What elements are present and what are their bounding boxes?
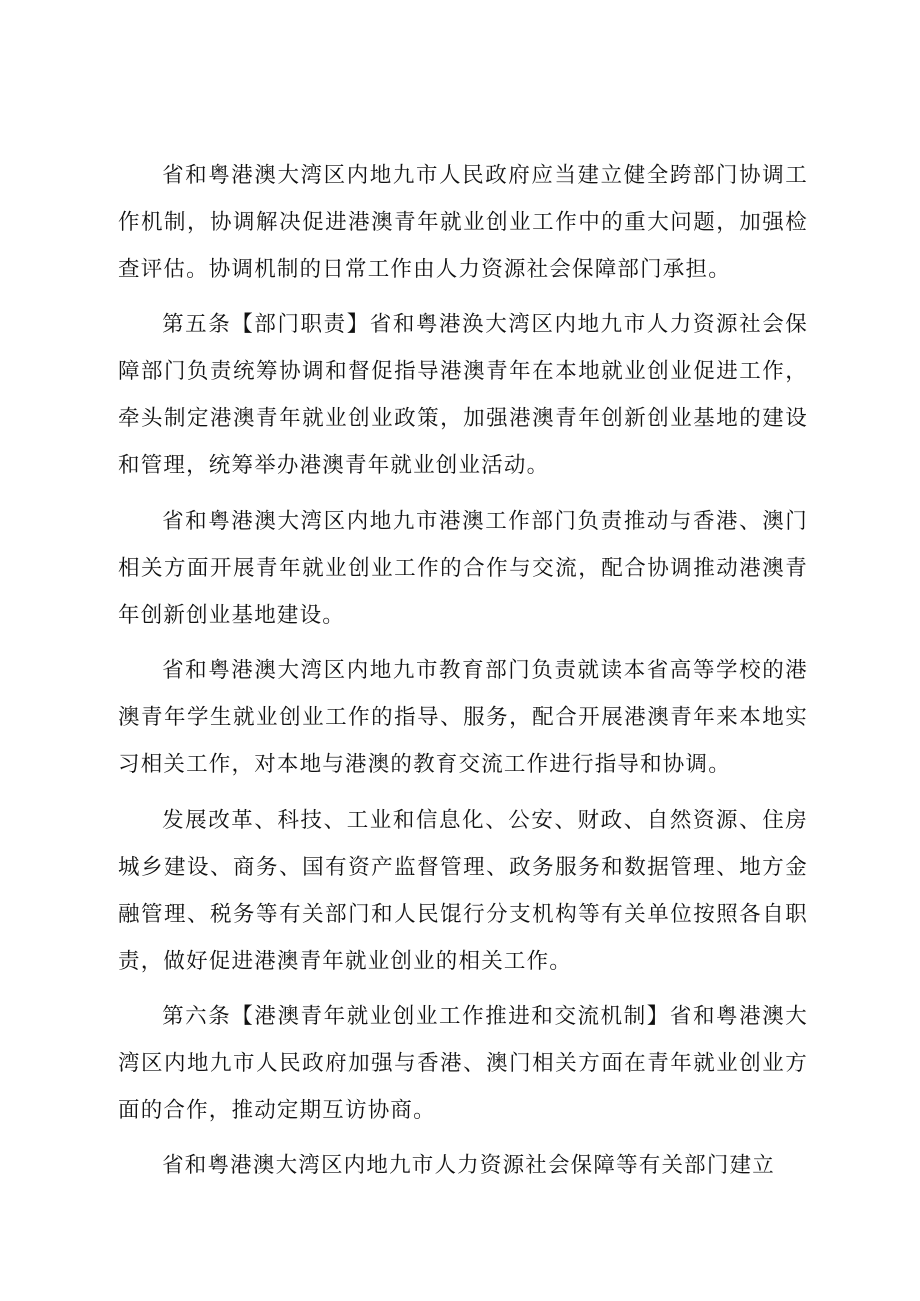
paragraph-hk-macao-affairs-department: 省和粤港澳大湾区内地九市港澳工作部门负责推动与香港、澳门相关方面开展青年就业创业工作的合作与交流，配合协调推动港澳青年创新创业基地建设。 — [118, 508, 808, 628]
paragraph-hr-departments-establish: 省和粤港澳大湾区内地九市人力资源社会保障等有关部门建立 — [162, 1153, 775, 1179]
paragraph-article-6-exchange-mechanism: 第六条【港澳青年就业创业工作推进和交流机制】省和粤港澳大湾区内地九市人民政府加强与香港、澳门相关方面在青年就业创业方面的合作，推动定期互访协商。 — [118, 1003, 808, 1123]
paragraph-education-department: 省和粤港澳大湾区内地九市教育部门负责就读本省高等学校的港澳青年学生就业创业工作的指导、服务，配合开展港澳青年来本地实习相关工作，对本地与港澳的教育交流工作进行指导和协调。 — [118, 658, 808, 778]
paragraph-coordination-mechanism: 省和粤港澳大湾区内地九市人民政府应当建立健全跨部门协调工作机制，协调解决促进港澳青年就业创业工作中的重大问题，加强检查评估。协调机制的日常工作由人力资源社会保障部门承担。 — [118, 163, 808, 282]
document-body — [118, 152, 808, 1198]
paragraph-article-5-department-duties: 第五条【部门职责】省和粤港涣大湾区内地九市人力资源社会保障部门负责统筹协调和督促指导港澳青年在本地就业创业促进工作，牵头制定港澳青年就业创业政策，加强港澳青年创新创业基地的建设和管理，统筹举办港澳青年就业创业活动。 — [118, 312, 808, 479]
paragraph-other-departments: 发展改革、科技、工业和信息化、公安、财政、自然资源、住房城乡建设、商务、国有资产监督管理、政务服务和数据管理、地方金融管理、税务等有关部门和人民馄行分支机构等有关单位按照各自职责，做好促进港澳青年就业创业的相关工作。 — [118, 807, 808, 974]
